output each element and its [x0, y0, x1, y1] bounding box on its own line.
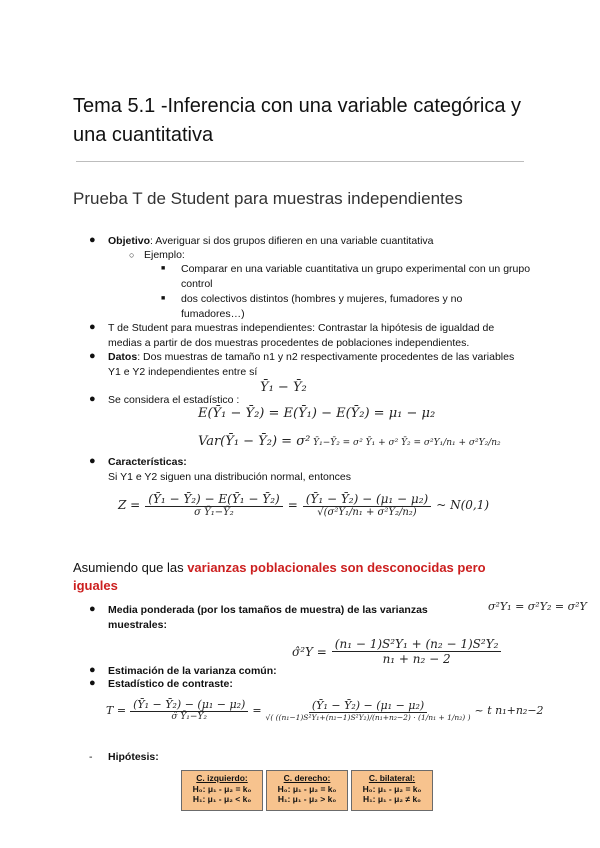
bullet-icon: ●	[89, 393, 96, 405]
pooled-numerator: (n₁ − 1)S²Y₁ + (n₂ − 1)S²Y₂	[332, 637, 502, 652]
bullet-icon: ●	[89, 664, 96, 676]
pooled-lhs: σ̂²Y =	[292, 644, 327, 659]
formula-statistic: Ȳ₁ − Ȳ₂	[260, 380, 307, 395]
bullet-datos	[108, 350, 528, 379]
formula-expectation: E(Ȳ₁ − Ȳ₂) = E(Ȳ₁) − E(Ȳ₂) = μ₁ − μ₂	[198, 406, 436, 421]
estadistico-contraste-text: Estadístico de contraste:	[108, 678, 233, 690]
datos-label: Datos	[108, 351, 138, 363]
bullet-icon: ●	[89, 455, 96, 467]
hipotesis-dash: -	[89, 751, 93, 763]
t-denominator-2: √( ((n₁−1)S²Y₁+(n₂−1)S²Y₂)/(n₁+n₂−2) · (1/n₁ + 1/n₂) )	[265, 712, 471, 722]
t-lhs: T =	[106, 703, 127, 717]
bullet-caracteristicas	[108, 455, 528, 484]
assumption-highlight: varianzas poblacionales son desconocidas pero iguales	[73, 560, 486, 593]
bullet-icon: ●	[89, 321, 96, 333]
bullet-icon: ●	[89, 350, 96, 362]
bullet-tstudent: T de Student para muestras independientes: Contrastar la hipótesis de igualdad de medias a partir de dos muestras procedentes de poblaciones independientes.	[108, 322, 495, 349]
z-numerator-2: (Ȳ₁ − Ȳ₂) − (μ₁ − μ₂)	[303, 492, 431, 507]
objetivo-label: Objetivo	[108, 235, 151, 247]
z-fraction-2	[303, 492, 431, 518]
formula-t: T = $\frac{\text{(Ȳ₁ − Ȳ₂) − (μ₁ − μ₂)}}{\text{σ̂ Ȳ₁−Ȳ₂}}$ = $\frac{\text{(Ȳ₁ − Ȳ₂) − (μ₁ − μ₂)}}{\text{√( ((n₁−1)S²Y₁+(n₂−1)S²Y₂)/(n₁+n₂−2) · (1/n₁ + 1/n₂) )}}$ ~ t n₁+n₂−2	[106, 698, 544, 722]
hypothesis-h0: H₀: μ₁ - μ₂ = k₀	[192, 783, 252, 794]
hypothesis-h0: H₀: μ₁ - μ₂ = k₀	[362, 783, 422, 794]
ejemplo-item-2: dos colectivos distintos (hombres y mujeres, fumadores y no fumadores…)	[181, 293, 463, 320]
z-lhs: Z =	[118, 498, 141, 512]
estadistico-text: Se considera el estadístico :	[108, 394, 240, 406]
z-denominator-1: σ Ȳ₁−Ȳ₂	[194, 507, 234, 518]
formula-z: Z = $\frac{\text{(Ȳ₁ − Ȳ₂) − E(Ȳ₁ − Ȳ₂)}}{\text{σ Ȳ₁−Ȳ₂}}$ = $\frac{\text{(Ȳ₁ − Ȳ₂) − (μ₁ − μ₂)}}{\text{√(σ²Y₁/n₁ + σ²Y₂/n₂)}}$ ~ N(0,1)	[118, 492, 490, 518]
t-fraction-1	[130, 698, 248, 722]
t-denominator-1: σ̂ Ȳ₁−Ȳ₂	[171, 712, 208, 722]
bullet-icon: ●	[89, 603, 96, 615]
t-numerator-1: (Ȳ₁ − Ȳ₂) − (μ₁ − μ₂)	[130, 698, 248, 712]
objetivo-text: : Averiguar si dos grupos difieren en una variable cuantitativa	[150, 235, 434, 247]
z-denominator-2: √(σ²Y₁/n₁ + σ²Y₂/n₂)	[317, 507, 417, 518]
hypothesis-box-bilateral	[351, 770, 433, 811]
hypothesis-header: C. izquierdo:	[196, 773, 248, 783]
t-rhs: ~ t n₁+n₂−2	[474, 703, 544, 717]
hypothesis-h1: H₁: μ₁ - μ₂ > k₀	[277, 794, 337, 804]
hypothesis-box-right	[266, 770, 348, 811]
hypothesis-h0: H₀: μ₁ - μ₂ = k₀	[277, 783, 337, 794]
assumption-heading	[73, 559, 533, 595]
hypothesis-header: C. bilateral:	[368, 773, 416, 783]
hypothesis-header: C. derecho:	[283, 773, 331, 783]
z-rhs: ~ N(0,1)	[436, 498, 490, 512]
ejemplo-label: Ejemplo:	[144, 249, 185, 261]
estimacion-text: Estimación de la varianza común:	[108, 665, 277, 677]
pooled-denominator: n₁ + n₂ − 2	[382, 652, 451, 666]
hypothesis-h1: H₁: μ₁ - μ₂ < k₀	[192, 794, 252, 804]
ejemplo-item-1: Comparar en una variable cuantitativa un grupo experimental con un grupo control	[181, 263, 531, 290]
caract-label: Características:	[108, 456, 187, 468]
hipotesis-label: Hipótesis:	[108, 751, 159, 763]
assumption-prefix: Asumiendo que las	[73, 560, 188, 575]
t-numerator-2: (Ȳ₁ − Ȳ₂) − (μ₁ − μ₂)	[309, 699, 427, 713]
divider	[76, 161, 524, 162]
pooled-fraction	[332, 637, 502, 666]
formula-variance: Var(Ȳ₁ − Ȳ₂) = σ² Ȳ₁−Ȳ₂ = σ² Ȳ₁ + σ² Ȳ₂ = σ²Y₁/n₁ + σ²Y₂/n₂	[198, 434, 501, 449]
circle-bullet-icon: ○	[129, 250, 135, 260]
square-bullet-icon: ■	[161, 295, 166, 302]
bullet-icon: ●	[89, 234, 96, 246]
variance-lhs: Var(Ȳ₁ − Ȳ₂) = σ²	[198, 434, 311, 449]
page-title: Tema 5.1 -Inferencia con una variable categórica y una cuantitativa	[73, 95, 522, 146]
hypothesis-h1: H₁: μ₁ - μ₂ ≠ k₀	[362, 794, 422, 804]
hypothesis-box-left	[181, 770, 263, 811]
formula-pooled-variance	[292, 637, 501, 666]
bullet-icon: ●	[89, 677, 96, 689]
section-heading: Prueba T de Student para muestras independientes	[73, 189, 463, 208]
caract-text: Si Y1 e Y2 siguen una distribución normal, entonces	[108, 470, 352, 483]
z-fraction-1	[145, 492, 282, 518]
formula-equal-variances: σ²Y₁ = σ²Y₂ = σ²Y	[488, 600, 587, 613]
bullet-objetivo	[108, 234, 528, 249]
square-bullet-icon: ■	[161, 265, 166, 272]
z-numerator-1: (Ȳ₁ − Ȳ₂) − E(Ȳ₁ − Ȳ₂)	[145, 492, 282, 507]
t-fraction-2	[266, 699, 471, 722]
media-ponderada-text: Media ponderada (por los tamaños de muestra) de las varianzas muestrales:	[108, 604, 428, 631]
datos-text: : Dos muestras de tamaño n1 y n2 respectivamente procedentes de las variables Y1 e Y2 independientes entre sí	[108, 351, 515, 378]
